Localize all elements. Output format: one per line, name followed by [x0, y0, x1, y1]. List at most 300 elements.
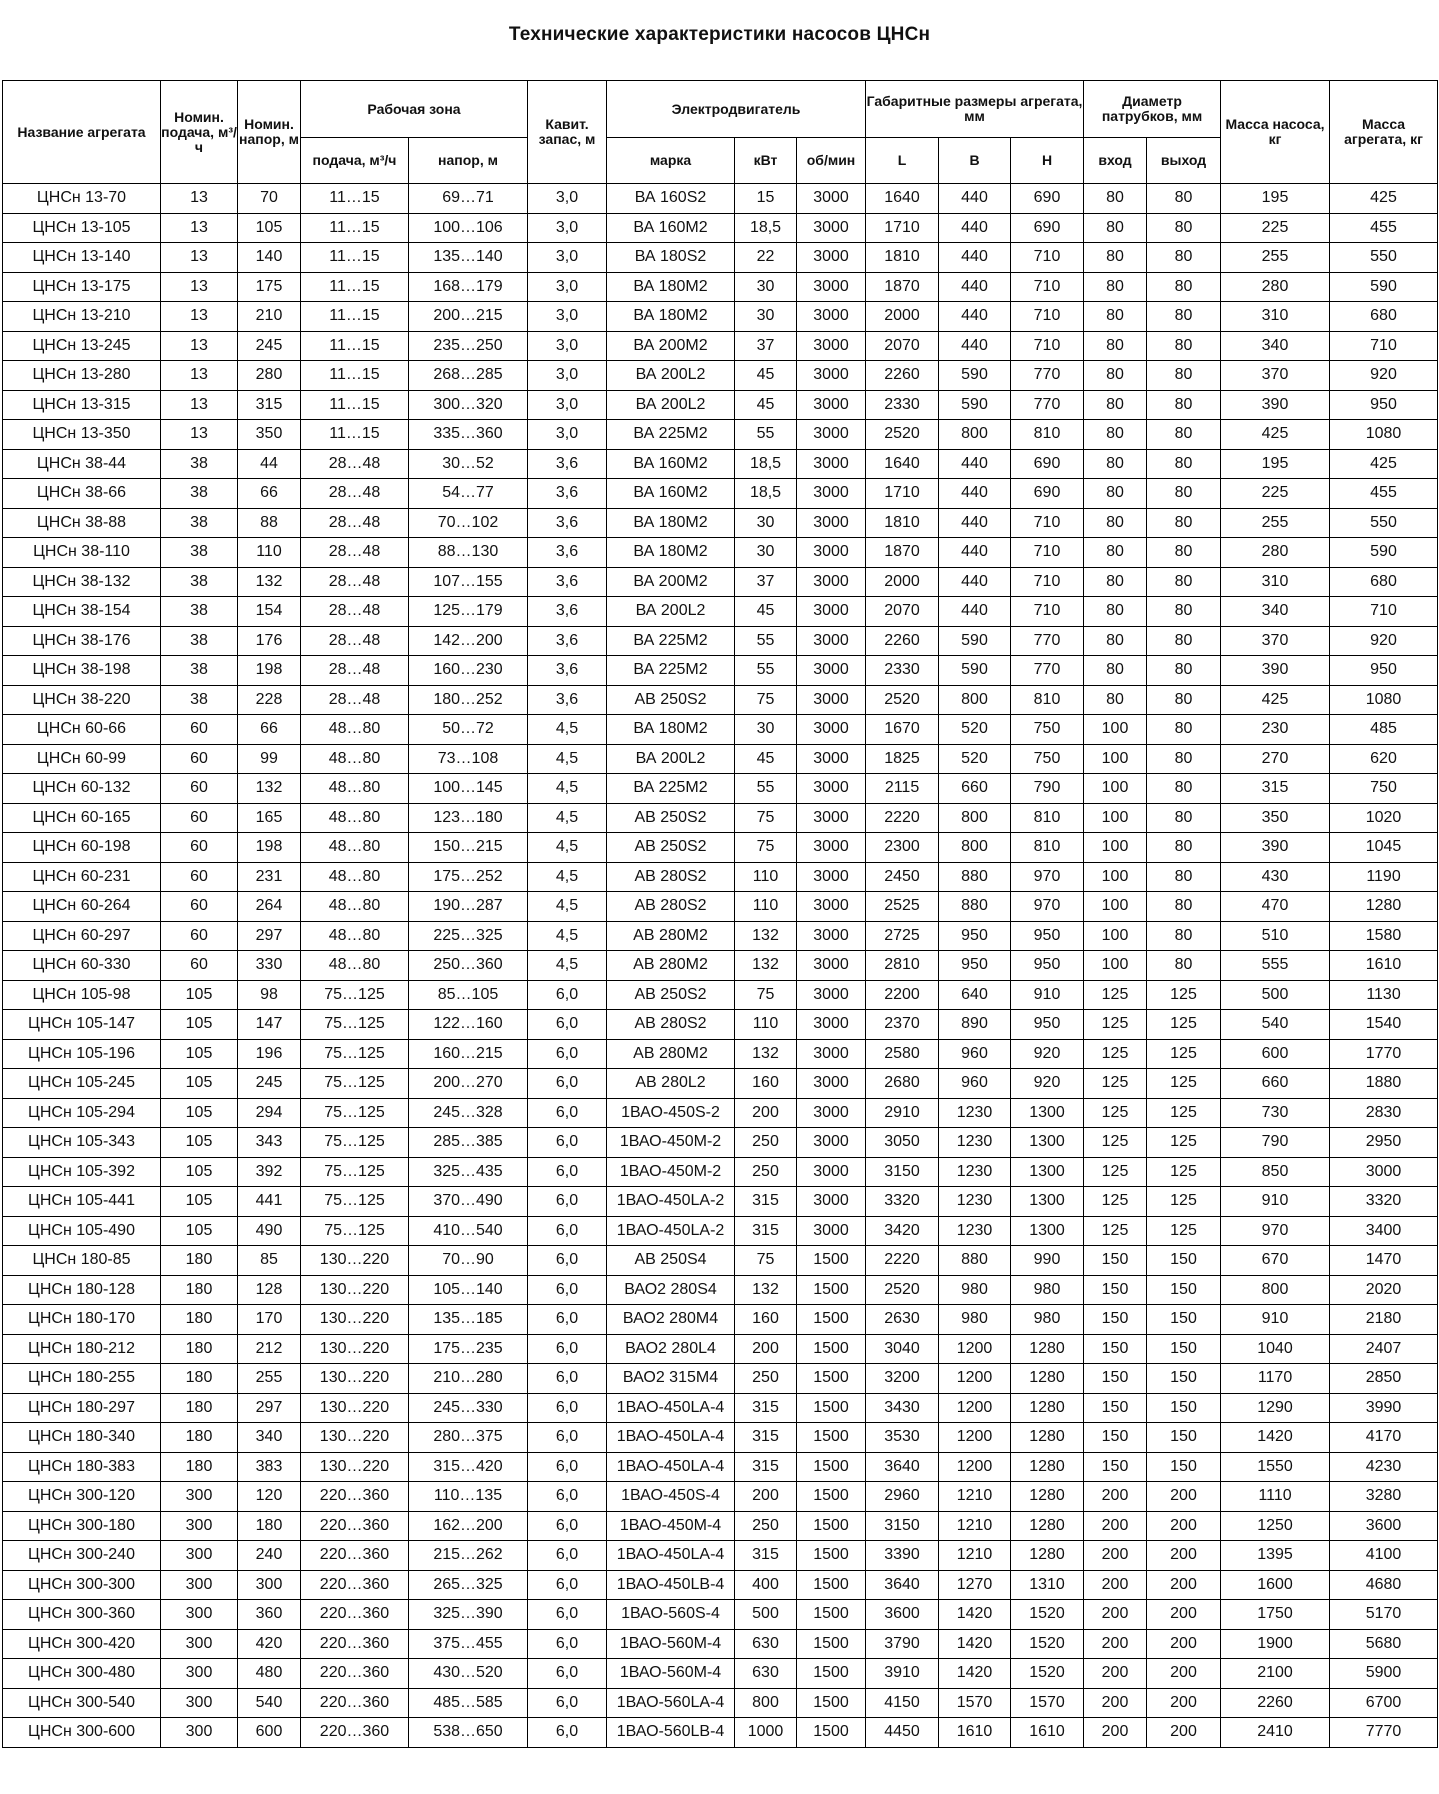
cell-wz-head: 107…155	[409, 567, 528, 597]
cell-dim-h: 1280	[1011, 1482, 1084, 1512]
cell-motor-rpm: 3000	[797, 538, 866, 568]
cell-npsh: 3,0	[528, 361, 607, 391]
cell-dim-b: 1230	[939, 1216, 1011, 1246]
cell-dim-h: 950	[1011, 1010, 1084, 1040]
cell-diam-out: 125	[1147, 980, 1221, 1010]
cell-nom-flow: 60	[161, 715, 238, 745]
cell-diam-out: 125	[1147, 1216, 1221, 1246]
cell-wz-head: 538…650	[409, 1718, 528, 1748]
cell-diam-out: 150	[1147, 1334, 1221, 1364]
cell-unit-mass: 1080	[1330, 420, 1438, 450]
cell-wz-head: 105…140	[409, 1275, 528, 1305]
cell-wz-flow: 11…15	[301, 272, 409, 302]
cell-wz-flow: 220…360	[301, 1511, 409, 1541]
cell-diam-in: 80	[1084, 567, 1147, 597]
cell-diam-out: 80	[1147, 951, 1221, 981]
cell-wz-flow: 75…125	[301, 1187, 409, 1217]
cell-dim-l: 2680	[866, 1069, 939, 1099]
cell-diam-in: 80	[1084, 479, 1147, 509]
cell-name: ЦНСн 105-490	[3, 1216, 161, 1246]
cell-name: ЦНСн 300-240	[3, 1541, 161, 1571]
cell-npsh: 6,0	[528, 1423, 607, 1453]
cell-nom-head: 297	[238, 1393, 301, 1423]
cell-motor-brand: ВА 180S2	[607, 243, 735, 273]
table-row	[3, 449, 1438, 479]
cell-dim-h: 690	[1011, 449, 1084, 479]
cell-dim-l: 2520	[866, 420, 939, 450]
cell-pump-mass: 1395	[1221, 1541, 1330, 1571]
cell-dim-l: 2960	[866, 1482, 939, 1512]
cell-motor-kw: 22	[735, 243, 797, 273]
cell-motor-kw: 250	[735, 1511, 797, 1541]
cell-motor-rpm: 1500	[797, 1600, 866, 1630]
cell-nom-head: 132	[238, 774, 301, 804]
cell-dim-l: 1640	[866, 184, 939, 214]
cell-pump-mass: 390	[1221, 656, 1330, 686]
cell-nom-flow: 180	[161, 1305, 238, 1335]
cell-dim-b: 440	[939, 213, 1011, 243]
cell-unit-mass: 1770	[1330, 1039, 1438, 1069]
cell-motor-brand: 1ВАО-450M-2	[607, 1157, 735, 1187]
cell-diam-out: 80	[1147, 597, 1221, 627]
cell-nom-head: 120	[238, 1482, 301, 1512]
cell-diam-out: 150	[1147, 1364, 1221, 1394]
cell-wz-flow: 28…48	[301, 597, 409, 627]
cell-name: ЦНСн 60-132	[3, 774, 161, 804]
cell-dim-b: 1420	[939, 1629, 1011, 1659]
cell-nom-head: 264	[238, 892, 301, 922]
cell-diam-in: 125	[1084, 1039, 1147, 1069]
cell-motor-kw: 315	[735, 1452, 797, 1482]
cell-motor-kw: 75	[735, 833, 797, 863]
cell-diam-in: 200	[1084, 1482, 1147, 1512]
cell-diam-out: 150	[1147, 1452, 1221, 1482]
cell-dim-b: 1420	[939, 1659, 1011, 1689]
cell-unit-mass: 425	[1330, 449, 1438, 479]
cell-motor-brand: 1ВАО-450S-4	[607, 1482, 735, 1512]
cell-motor-brand: АВ 280S2	[607, 862, 735, 892]
cell-nom-head: 600	[238, 1718, 301, 1748]
cell-pump-mass: 540	[1221, 1010, 1330, 1040]
cell-unit-mass: 2020	[1330, 1275, 1438, 1305]
cell-dim-h: 1300	[1011, 1157, 1084, 1187]
cell-pump-mass: 600	[1221, 1039, 1330, 1069]
cell-unit-mass: 550	[1330, 243, 1438, 273]
cell-pump-mass: 390	[1221, 390, 1330, 420]
cell-pump-mass: 555	[1221, 951, 1330, 981]
cell-wz-flow: 130…220	[301, 1246, 409, 1276]
cell-nom-head: 420	[238, 1629, 301, 1659]
cell-unit-mass: 920	[1330, 626, 1438, 656]
cell-dim-h: 990	[1011, 1246, 1084, 1276]
cell-npsh: 6,0	[528, 1452, 607, 1482]
cell-motor-kw: 132	[735, 951, 797, 981]
cell-nom-head: 147	[238, 1010, 301, 1040]
cell-diam-out: 80	[1147, 272, 1221, 302]
cell-unit-mass: 1190	[1330, 862, 1438, 892]
cell-wz-flow: 48…80	[301, 803, 409, 833]
cell-dim-b: 1200	[939, 1423, 1011, 1453]
cell-npsh: 6,0	[528, 1334, 607, 1364]
cell-pump-mass: 255	[1221, 508, 1330, 538]
cell-nom-flow: 300	[161, 1629, 238, 1659]
cell-motor-kw: 160	[735, 1305, 797, 1335]
cell-diam-in: 200	[1084, 1688, 1147, 1718]
cell-dim-l: 2220	[866, 1246, 939, 1276]
cell-pump-mass: 350	[1221, 803, 1330, 833]
cell-diam-in: 100	[1084, 951, 1147, 981]
cell-diam-in: 200	[1084, 1718, 1147, 1748]
cell-npsh: 3,6	[528, 685, 607, 715]
cell-dim-b: 960	[939, 1039, 1011, 1069]
cell-wz-head: 88…130	[409, 538, 528, 568]
cell-motor-kw: 630	[735, 1659, 797, 1689]
cell-wz-head: 30…52	[409, 449, 528, 479]
header-diam-out: выход	[1147, 138, 1221, 184]
header-motor: Электродвигатель	[607, 81, 866, 138]
cell-nom-head: 110	[238, 538, 301, 568]
cell-dim-l: 2000	[866, 567, 939, 597]
cell-dim-l: 1810	[866, 508, 939, 538]
cell-motor-brand: ВА 225M2	[607, 656, 735, 686]
cell-diam-in: 80	[1084, 390, 1147, 420]
cell-wz-flow: 48…80	[301, 715, 409, 745]
cell-npsh: 4,5	[528, 892, 607, 922]
cell-dim-h: 1280	[1011, 1364, 1084, 1394]
cell-dim-h: 910	[1011, 980, 1084, 1010]
cell-dim-h: 920	[1011, 1039, 1084, 1069]
cell-motor-kw: 75	[735, 980, 797, 1010]
cell-diam-in: 80	[1084, 449, 1147, 479]
cell-pump-mass: 430	[1221, 862, 1330, 892]
cell-motor-brand: 1ВАО-560LA-4	[607, 1688, 735, 1718]
table-row	[3, 980, 1438, 1010]
cell-dim-h: 790	[1011, 774, 1084, 804]
cell-diam-out: 80	[1147, 626, 1221, 656]
cell-diam-out: 200	[1147, 1600, 1221, 1630]
cell-pump-mass: 1290	[1221, 1393, 1330, 1423]
cell-nom-head: 176	[238, 626, 301, 656]
cell-name: ЦНСн 105-343	[3, 1128, 161, 1158]
cell-unit-mass: 2407	[1330, 1334, 1438, 1364]
cell-diam-out: 200	[1147, 1511, 1221, 1541]
cell-diam-out: 80	[1147, 833, 1221, 863]
cell-diam-out: 80	[1147, 685, 1221, 715]
cell-pump-mass: 340	[1221, 597, 1330, 627]
cell-dim-h: 710	[1011, 302, 1084, 332]
cell-dim-b: 440	[939, 331, 1011, 361]
cell-motor-kw: 315	[735, 1393, 797, 1423]
cell-diam-out: 80	[1147, 862, 1221, 892]
cell-pump-mass: 1250	[1221, 1511, 1330, 1541]
cell-wz-head: 210…280	[409, 1364, 528, 1394]
cell-wz-head: 375…455	[409, 1629, 528, 1659]
cell-name: ЦНСн 13-140	[3, 243, 161, 273]
cell-name: ЦНСн 13-350	[3, 420, 161, 450]
cell-dim-h: 980	[1011, 1305, 1084, 1335]
cell-wz-head: 123…180	[409, 803, 528, 833]
cell-dim-b: 440	[939, 302, 1011, 332]
cell-dim-b: 980	[939, 1305, 1011, 1335]
cell-dim-h: 710	[1011, 538, 1084, 568]
table-row	[3, 1541, 1438, 1571]
table-row	[3, 1187, 1438, 1217]
cell-unit-mass: 1470	[1330, 1246, 1438, 1276]
cell-motor-brand: ВА 225M2	[607, 774, 735, 804]
cell-dim-h: 1300	[1011, 1216, 1084, 1246]
cell-motor-kw: 18,5	[735, 479, 797, 509]
cell-nom-head: 66	[238, 479, 301, 509]
cell-motor-rpm: 1500	[797, 1629, 866, 1659]
cell-pump-mass: 425	[1221, 420, 1330, 450]
table-row	[3, 1305, 1438, 1335]
cell-motor-kw: 75	[735, 685, 797, 715]
cell-pump-mass: 670	[1221, 1246, 1330, 1276]
cell-diam-out: 150	[1147, 1246, 1221, 1276]
cell-nom-flow: 300	[161, 1511, 238, 1541]
cell-dim-h: 950	[1011, 921, 1084, 951]
cell-diam-in: 80	[1084, 626, 1147, 656]
cell-motor-rpm: 3000	[797, 302, 866, 332]
header-name: Название агрегата	[3, 81, 161, 184]
cell-name: ЦНСн 60-198	[3, 833, 161, 863]
cell-nom-head: 245	[238, 331, 301, 361]
cell-nom-flow: 38	[161, 626, 238, 656]
specs-table	[2, 80, 1438, 1748]
cell-dim-b: 440	[939, 272, 1011, 302]
cell-wz-head: 73…108	[409, 744, 528, 774]
header-motor-rpm: об/мин	[797, 138, 866, 184]
cell-diam-in: 80	[1084, 597, 1147, 627]
cell-diam-out: 200	[1147, 1541, 1221, 1571]
cell-unit-mass: 1540	[1330, 1010, 1438, 1040]
cell-nom-flow: 300	[161, 1718, 238, 1748]
cell-motor-rpm: 3000	[797, 774, 866, 804]
cell-nom-head: 212	[238, 1334, 301, 1364]
cell-dim-b: 1210	[939, 1541, 1011, 1571]
cell-wz-flow: 75…125	[301, 1128, 409, 1158]
cell-dim-l: 2450	[866, 862, 939, 892]
cell-dim-h: 810	[1011, 833, 1084, 863]
cell-motor-rpm: 3000	[797, 921, 866, 951]
cell-name: ЦНСн 180-212	[3, 1334, 161, 1364]
cell-motor-rpm: 3000	[797, 1010, 866, 1040]
cell-diam-in: 80	[1084, 331, 1147, 361]
table-row	[3, 1039, 1438, 1069]
cell-dim-h: 1610	[1011, 1718, 1084, 1748]
cell-motor-kw: 315	[735, 1423, 797, 1453]
cell-wz-head: 250…360	[409, 951, 528, 981]
cell-name: ЦНСн 105-98	[3, 980, 161, 1010]
header-npsh: Кавит. запас, м	[528, 81, 607, 184]
cell-nom-flow: 13	[161, 243, 238, 273]
cell-unit-mass: 680	[1330, 567, 1438, 597]
cell-wz-flow: 28…48	[301, 626, 409, 656]
cell-nom-flow: 38	[161, 508, 238, 538]
cell-dim-h: 770	[1011, 626, 1084, 656]
table-row	[3, 1393, 1438, 1423]
table-row	[3, 243, 1438, 273]
cell-dim-h: 1520	[1011, 1659, 1084, 1689]
cell-nom-flow: 105	[161, 1128, 238, 1158]
cell-unit-mass: 1080	[1330, 685, 1438, 715]
cell-name: ЦНСн 38-132	[3, 567, 161, 597]
cell-nom-head: 140	[238, 243, 301, 273]
cell-wz-flow: 220…360	[301, 1570, 409, 1600]
cell-nom-flow: 60	[161, 803, 238, 833]
cell-motor-kw: 800	[735, 1688, 797, 1718]
cell-nom-head: 350	[238, 420, 301, 450]
cell-motor-kw: 30	[735, 508, 797, 538]
cell-npsh: 6,0	[528, 1600, 607, 1630]
cell-motor-brand: ВА 180M2	[607, 538, 735, 568]
cell-wz-head: 300…320	[409, 390, 528, 420]
cell-npsh: 6,0	[528, 1511, 607, 1541]
cell-npsh: 3,0	[528, 213, 607, 243]
cell-dim-h: 1300	[1011, 1128, 1084, 1158]
cell-unit-mass: 590	[1330, 272, 1438, 302]
cell-motor-rpm: 1500	[797, 1364, 866, 1394]
cell-motor-kw: 18,5	[735, 449, 797, 479]
cell-name: ЦНСн 180-383	[3, 1452, 161, 1482]
cell-nom-flow: 38	[161, 538, 238, 568]
cell-dim-b: 890	[939, 1010, 1011, 1040]
cell-motor-rpm: 3000	[797, 390, 866, 420]
cell-motor-kw: 250	[735, 1128, 797, 1158]
cell-dim-l: 2370	[866, 1010, 939, 1040]
cell-wz-flow: 48…80	[301, 774, 409, 804]
cell-npsh: 6,0	[528, 1275, 607, 1305]
cell-unit-mass: 680	[1330, 302, 1438, 332]
cell-unit-mass: 4230	[1330, 1452, 1438, 1482]
cell-motor-kw: 250	[735, 1364, 797, 1394]
cell-nom-head: 294	[238, 1098, 301, 1128]
cell-diam-out: 80	[1147, 538, 1221, 568]
cell-diam-in: 100	[1084, 921, 1147, 951]
cell-motor-rpm: 3000	[797, 184, 866, 214]
cell-dim-h: 1520	[1011, 1600, 1084, 1630]
cell-wz-flow: 48…80	[301, 892, 409, 922]
cell-wz-flow: 75…125	[301, 980, 409, 1010]
cell-dim-l: 2520	[866, 685, 939, 715]
cell-diam-out: 80	[1147, 361, 1221, 391]
cell-nom-head: 196	[238, 1039, 301, 1069]
cell-name: ЦНСн 180-85	[3, 1246, 161, 1276]
table-row	[3, 626, 1438, 656]
cell-wz-flow: 130…220	[301, 1305, 409, 1335]
header-diam-in: вход	[1084, 138, 1147, 184]
cell-wz-flow: 220…360	[301, 1482, 409, 1512]
cell-motor-rpm: 3000	[797, 862, 866, 892]
cell-npsh: 4,5	[528, 803, 607, 833]
cell-name: ЦНСн 60-66	[3, 715, 161, 745]
cell-dim-l: 2330	[866, 656, 939, 686]
cell-wz-head: 162…200	[409, 1511, 528, 1541]
cell-dim-b: 1210	[939, 1482, 1011, 1512]
cell-pump-mass: 255	[1221, 243, 1330, 273]
cell-unit-mass: 2180	[1330, 1305, 1438, 1335]
cell-pump-mass: 280	[1221, 272, 1330, 302]
cell-pump-mass: 315	[1221, 774, 1330, 804]
cell-nom-flow: 300	[161, 1541, 238, 1571]
cell-motor-kw: 110	[735, 1010, 797, 1040]
header-dim-b: B	[939, 138, 1011, 184]
cell-motor-rpm: 3000	[797, 951, 866, 981]
table-row	[3, 1128, 1438, 1158]
cell-wz-flow: 220…360	[301, 1541, 409, 1571]
cell-name: ЦНСн 38-66	[3, 479, 161, 509]
cell-unit-mass: 3400	[1330, 1216, 1438, 1246]
page-title: Технические характеристики насосов ЦНСн	[508, 24, 931, 45]
cell-pump-mass: 370	[1221, 626, 1330, 656]
cell-diam-out: 80	[1147, 892, 1221, 922]
cell-dim-l: 2580	[866, 1039, 939, 1069]
cell-motor-rpm: 3000	[797, 479, 866, 509]
table-header	[3, 81, 1438, 184]
cell-motor-rpm: 3000	[797, 715, 866, 745]
cell-motor-brand: АВ 250S4	[607, 1246, 735, 1276]
cell-motor-brand: 1ВАО-450M-2	[607, 1128, 735, 1158]
cell-name: ЦНСн 105-196	[3, 1039, 161, 1069]
cell-npsh: 4,5	[528, 921, 607, 951]
cell-unit-mass: 750	[1330, 774, 1438, 804]
cell-npsh: 3,6	[528, 538, 607, 568]
cell-motor-brand: 1ВАО-450LA-2	[607, 1187, 735, 1217]
cell-motor-rpm: 1500	[797, 1541, 866, 1571]
table-row	[3, 1688, 1438, 1718]
cell-wz-flow: 28…48	[301, 508, 409, 538]
cell-dim-l: 3040	[866, 1334, 939, 1364]
cell-name: ЦНСн 105-392	[3, 1157, 161, 1187]
cell-diam-in: 100	[1084, 715, 1147, 745]
cell-name: ЦНСн 105-441	[3, 1187, 161, 1217]
cell-pump-mass: 370	[1221, 361, 1330, 391]
cell-nom-head: 85	[238, 1246, 301, 1276]
cell-nom-flow: 180	[161, 1275, 238, 1305]
cell-dim-b: 640	[939, 980, 1011, 1010]
cell-wz-head: 430…520	[409, 1659, 528, 1689]
cell-unit-mass: 1130	[1330, 980, 1438, 1010]
cell-npsh: 6,0	[528, 1039, 607, 1069]
table-row	[3, 1511, 1438, 1541]
table-row	[3, 921, 1438, 951]
cell-wz-flow: 48…80	[301, 951, 409, 981]
cell-wz-flow: 220…360	[301, 1629, 409, 1659]
cell-npsh: 6,0	[528, 1187, 607, 1217]
cell-npsh: 6,0	[528, 1098, 607, 1128]
cell-dim-l: 2000	[866, 302, 939, 332]
cell-pump-mass: 1750	[1221, 1600, 1330, 1630]
cell-wz-flow: 75…125	[301, 1098, 409, 1128]
cell-dim-b: 440	[939, 597, 1011, 627]
cell-nom-flow: 38	[161, 449, 238, 479]
cell-nom-head: 480	[238, 1659, 301, 1689]
cell-nom-flow: 60	[161, 862, 238, 892]
cell-dim-h: 1570	[1011, 1688, 1084, 1718]
cell-npsh: 3,0	[528, 331, 607, 361]
cell-diam-in: 80	[1084, 213, 1147, 243]
cell-nom-flow: 180	[161, 1334, 238, 1364]
cell-npsh: 6,0	[528, 1364, 607, 1394]
cell-nom-flow: 105	[161, 1010, 238, 1040]
cell-motor-brand: ВАО2 280M4	[607, 1305, 735, 1335]
cell-wz-head: 200…215	[409, 302, 528, 332]
cell-pump-mass: 310	[1221, 302, 1330, 332]
cell-motor-kw: 45	[735, 361, 797, 391]
cell-nom-flow: 300	[161, 1570, 238, 1600]
cell-motor-rpm: 3000	[797, 1039, 866, 1069]
cell-wz-flow: 11…15	[301, 184, 409, 214]
